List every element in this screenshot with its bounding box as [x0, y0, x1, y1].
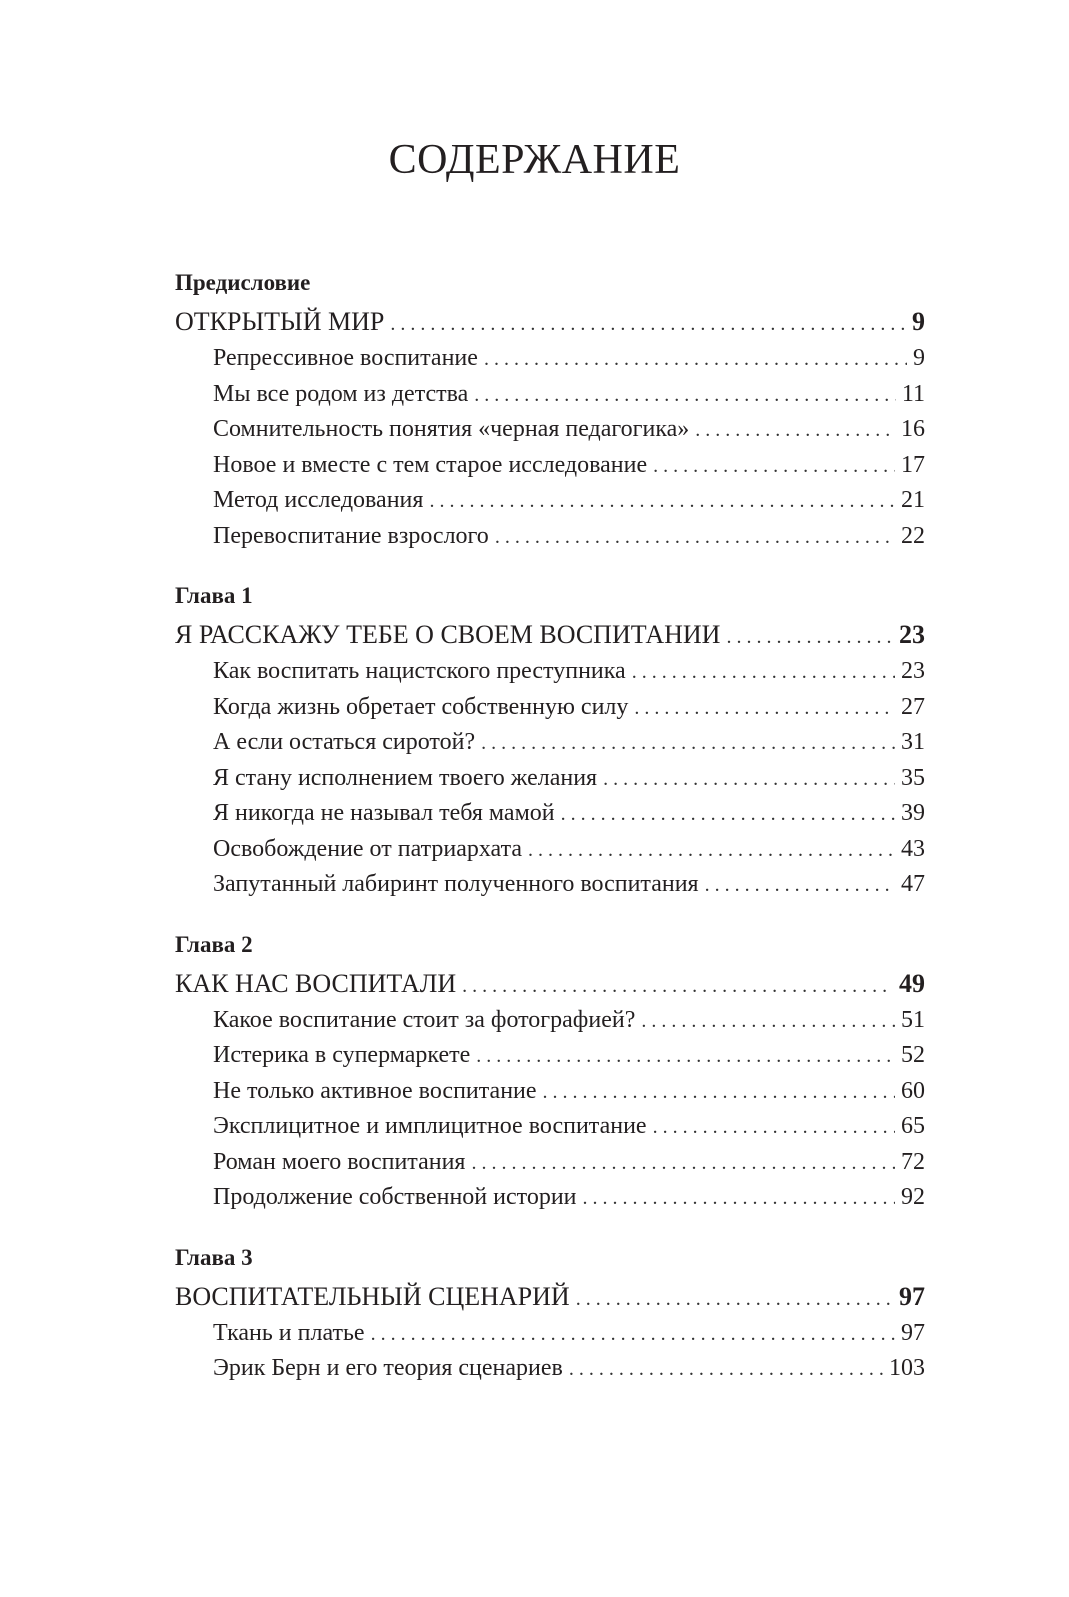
subsection-entry-title: Запутанный лабиринт полученного воспитания	[213, 871, 699, 897]
chapter-entry[interactable]	[175, 302, 925, 341]
dot-leader	[634, 691, 895, 727]
toc-section	[175, 264, 925, 554]
dot-leader	[583, 1181, 895, 1217]
subsection-entry[interactable]	[175, 412, 925, 448]
table-of-contents	[175, 264, 925, 1410]
subsection-entry-page-number: 17	[901, 451, 925, 478]
subsection-entry[interactable]	[175, 832, 925, 868]
subsection-entry-title: Эксплицитное и имплицитное воспитание	[213, 1113, 647, 1139]
dot-leader	[653, 449, 895, 485]
toc-section	[175, 577, 925, 903]
subsection-entry[interactable]	[175, 519, 925, 555]
dot-leader	[481, 726, 895, 762]
subsection-entry-page-number: 35	[901, 764, 925, 791]
dot-leader	[726, 618, 893, 657]
section-label: Предисловие	[175, 270, 311, 295]
chapter-entry-page-number: 97	[899, 1281, 925, 1311]
subsection-entry-title: Роман моего воспитания	[213, 1148, 466, 1175]
subsection-entry-page-number: 23	[901, 658, 925, 684]
subsection-entry-page-number: 11	[901, 380, 925, 407]
subsection-entry-page-number: 27	[901, 693, 925, 720]
dot-leader	[569, 1352, 883, 1388]
section-label: Глава 3	[175, 1244, 253, 1270]
dot-leader	[653, 1110, 895, 1146]
subsection-entry-page-number: 39	[901, 800, 925, 826]
chapter-entry-title: КАК НАС ВОСПИТАЛИ	[175, 968, 457, 998]
subsection-entry[interactable]	[175, 341, 925, 377]
subsection-entry[interactable]	[175, 1038, 925, 1074]
dot-leader	[576, 1280, 893, 1319]
dot-leader	[476, 1039, 895, 1075]
section-label: Глава 1	[175, 583, 253, 608]
dot-leader	[429, 484, 895, 520]
subsection-entry-page-number: 65	[901, 1113, 925, 1139]
subsection-entry[interactable]	[175, 377, 925, 413]
subsection-entry-title: Новое и вместе с тем старое исследование	[213, 451, 648, 478]
dot-leader	[641, 1004, 895, 1040]
subsection-entry-title: Я стану исполнением твоего желания	[213, 764, 598, 791]
dot-leader	[390, 305, 906, 344]
section-label: Глава 2	[175, 931, 253, 957]
dot-leader	[484, 342, 907, 378]
dot-leader	[543, 1075, 895, 1111]
subsection-entry-page-number: 72	[901, 1148, 925, 1175]
dot-leader	[528, 833, 895, 869]
chapter-entry-page-number: 49	[899, 968, 925, 998]
toc-section	[175, 926, 925, 1216]
chapter-entry[interactable]	[175, 615, 925, 654]
subsection-entry-page-number: 60	[901, 1077, 925, 1104]
chapter-entry-title: ВОСПИТАТЕЛЬНЫЙ СЦЕНАРИЙ	[175, 1281, 570, 1311]
dot-leader	[561, 797, 895, 833]
dot-leader	[462, 967, 893, 1006]
subsection-entry-page-number: 22	[901, 522, 925, 549]
subsection-entry-title: Я никогда не называл тебя мамой	[213, 800, 555, 826]
subsection-entry[interactable]	[175, 1145, 925, 1181]
chapter-entry-page-number: 23	[899, 620, 925, 649]
dot-leader	[471, 1146, 895, 1182]
subsection-entry-page-number: 97	[901, 1319, 925, 1346]
subsection-entry[interactable]	[175, 1074, 925, 1110]
subsection-entry-title: А если остаться сиротой?	[213, 729, 476, 755]
subsection-entry-title: Истерика в супермаркете	[213, 1042, 471, 1068]
subsection-entry-page-number: 51	[901, 1006, 925, 1033]
subsection-entry-title: Мы все родом из детства	[213, 380, 469, 407]
subsection-entry-title: Как воспитать нацистского преступника	[213, 658, 626, 684]
subsection-entry[interactable]	[175, 654, 925, 690]
dot-leader	[603, 762, 895, 798]
chapter-entry-title: ОТКРЫТЫЙ МИР	[175, 307, 385, 336]
dot-leader	[495, 520, 895, 556]
subsection-entry[interactable]	[175, 1003, 925, 1039]
subsection-entry-title: Репрессивное воспитание	[213, 345, 478, 371]
subsection-entry[interactable]	[175, 761, 925, 797]
subsection-entry[interactable]	[175, 483, 925, 519]
subsection-entry-page-number: 103	[889, 1355, 925, 1381]
subsection-entry-page-number: 21	[901, 487, 925, 513]
subsection-entry[interactable]	[175, 725, 925, 761]
chapter-entry-page-number: 9	[912, 307, 925, 336]
subsection-entry[interactable]	[175, 448, 925, 484]
subsection-entry-title: Какое воспитание стоит за фотографией?	[213, 1006, 636, 1033]
subsection-entry-page-number: 31	[901, 729, 925, 755]
subsection-entry[interactable]	[175, 1316, 925, 1352]
subsection-entry-page-number: 47	[901, 871, 925, 897]
subsection-entry-title: Продолжение собственной истории	[213, 1184, 577, 1210]
subsection-entry[interactable]	[175, 1109, 925, 1145]
subsection-entry[interactable]	[175, 690, 925, 726]
subsection-entry-title: Перевоспитание взрослого	[213, 522, 489, 549]
subsection-entry-title: Сомнительность понятия «черная педагогика»	[213, 416, 690, 442]
subsection-entry[interactable]	[175, 796, 925, 832]
subsection-entry-title: Метод исследования	[213, 487, 424, 513]
subsection-entry-title: Освобождение от патриархата	[213, 835, 523, 862]
subsection-entry-page-number: 52	[901, 1042, 925, 1068]
chapter-entry[interactable]	[175, 964, 925, 1003]
subsection-entry[interactable]	[175, 867, 925, 903]
subsection-entry-page-number: 16	[901, 416, 925, 442]
subsection-entry-title: Не только активное воспитание	[213, 1077, 537, 1104]
subsection-entry-page-number: 43	[901, 835, 925, 862]
subsection-entry[interactable]	[175, 1180, 925, 1216]
toc-section	[175, 1239, 925, 1387]
subsection-entry-title: Ткань и платье	[213, 1319, 365, 1346]
subsection-entry-page-number: 9	[913, 345, 925, 371]
subsection-entry-page-number: 92	[901, 1184, 925, 1210]
subsection-entry[interactable]	[175, 1351, 925, 1387]
subsection-entry-title: Когда жизнь обретает собственную силу	[213, 693, 629, 720]
dot-leader	[371, 1317, 895, 1353]
dot-leader	[705, 868, 895, 904]
page-title: СОДЕРЖАНИЕ	[388, 137, 681, 183]
chapter-entry[interactable]	[175, 1277, 925, 1316]
dot-leader	[695, 413, 895, 449]
chapter-entry-title: Я РАССКАЖУ ТЕБЕ О СВОЕМ ВОСПИТАНИИ	[175, 620, 721, 649]
dot-leader	[632, 655, 895, 691]
subsection-entry-title: Эрик Берн и его теория сценариев	[213, 1355, 563, 1381]
dot-leader	[474, 378, 896, 414]
